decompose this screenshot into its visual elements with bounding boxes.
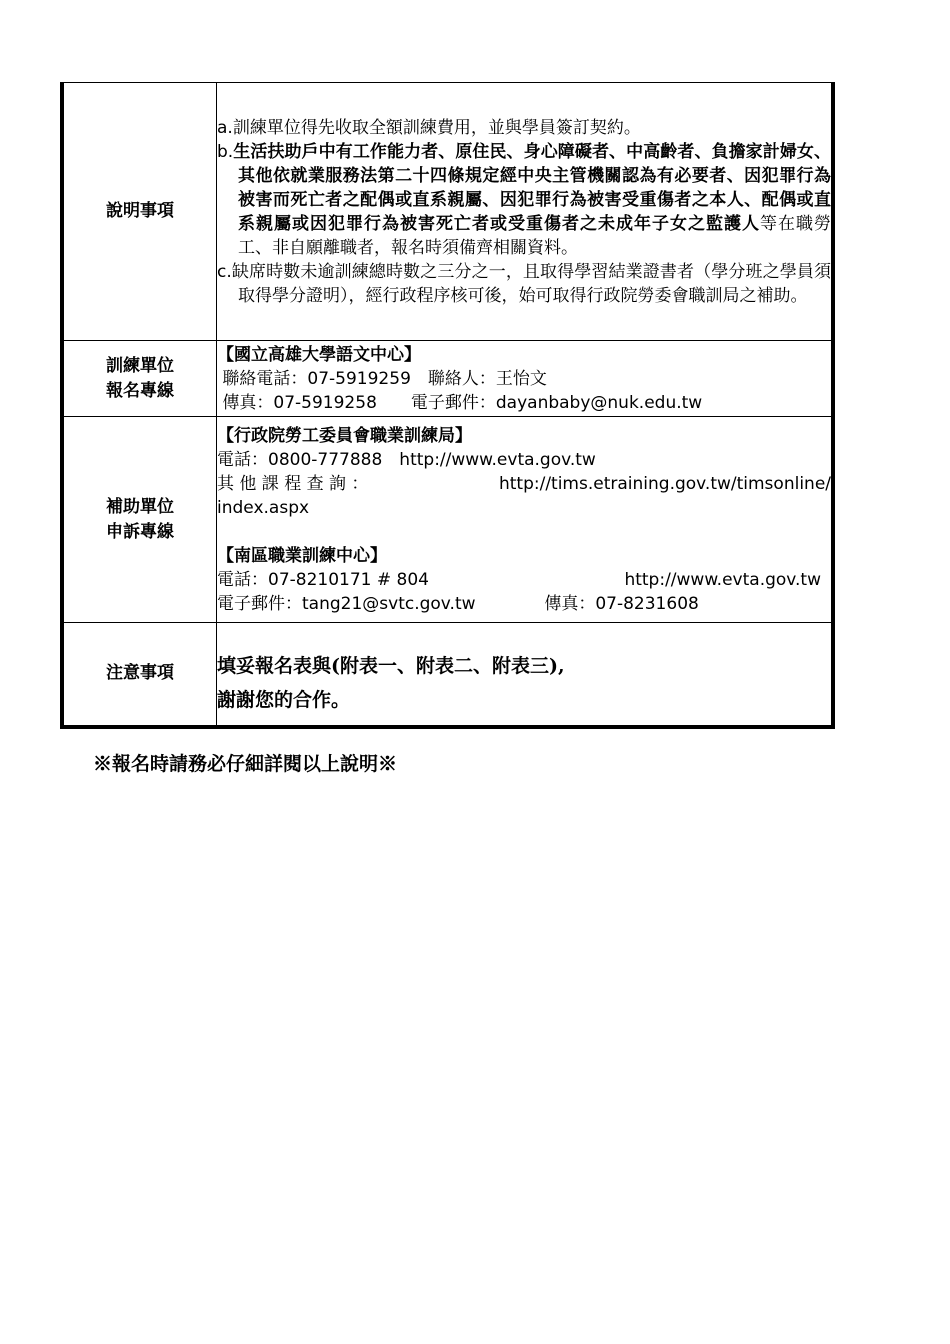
org2-fax: 傳真：07-8231608 <box>544 593 699 614</box>
notice-label: 注意事項 <box>62 623 217 727</box>
notice-text <box>217 631 831 717</box>
training-unit-label-line1: 訓練單位 <box>106 355 174 376</box>
org2-phone: 電話：07-8210171 # 804 <box>217 569 429 590</box>
subsidy-org1-title: 【行政院勞工委員會職業訓練局】 <box>217 425 472 446</box>
description-content <box>217 83 834 341</box>
subsidy-org2-email-row <box>217 592 831 616</box>
training-unit-phone: 聯絡電話：07-5919259 聯絡人：王怡文 <box>217 368 547 389</box>
description-row <box>62 83 833 341</box>
item-b-prefix: b. <box>217 141 234 162</box>
item-b-bold-text: 生活扶助戶中有工作能力者、原住民、身心障礙者、中高齡者、負擔家計婦女、其他依就業服務法第二十四條規定經中央主管機關認為有必要者、因犯罪行為被害而死亡者之配偶或直系親屬、因犯罪行為被害受重傷者之本人、配偶或直系親屬或因犯罪行為被害死亡者或受重傷者之未成年子女之監護人 <box>233 141 831 234</box>
info-table <box>60 82 835 729</box>
subsidy-unit-label-line2: 申訴專線 <box>106 521 174 542</box>
training-unit-label-line2: 報名專線 <box>106 380 174 401</box>
subsidy-org2-title: 【南區職業訓練中心】 <box>217 545 387 566</box>
training-unit-fax-email: 傳真：07-5919258 電子郵件：dayanbaby@nuk.edu.tw <box>217 392 703 413</box>
org2-url[interactable]: http://www.evta.gov.tw <box>624 569 821 590</box>
spacer <box>217 520 831 544</box>
training-unit-content <box>217 341 834 417</box>
query-url-continued[interactable]: index.aspx <box>217 497 310 518</box>
subsidy-unit-label <box>62 417 217 623</box>
footnote: ※報名時請務必仔細詳閱以上說明※ <box>93 753 398 775</box>
subsidy-unit-content <box>217 417 834 623</box>
subsidy-org1-phone: 電話：0800-777888 http://www.evta.gov.tw <box>217 449 596 470</box>
subsidy-org2-phone-row <box>217 568 831 592</box>
org2-email: 電子郵件：tang21@svtc.gov.tw <box>217 593 476 614</box>
subsidy-unit-row <box>62 417 833 623</box>
description-item-a: a.訓練單位得先收取全額訓練費用，並與學員簽訂契約。 <box>217 117 641 138</box>
notice-line2: 謝謝您的合作。 <box>217 688 351 711</box>
subsidy-org1-query <box>217 472 831 496</box>
subsidy-unit-label-line1: 補助單位 <box>106 496 174 517</box>
training-unit-org: 【國立高雄大學語文中心】 <box>217 344 421 365</box>
query-url[interactable]: http://tims.etraining.gov.tw/timsonline/ <box>498 473 831 494</box>
training-unit-label <box>62 341 217 417</box>
notice-row <box>62 623 833 727</box>
item-b-rest-text: 等在職勞工、非自願離職者，報名時須備齊相關資料。 <box>238 213 831 258</box>
query-label: 其 他 課 程 查 詢 ： <box>217 473 369 494</box>
training-unit-row <box>62 341 833 417</box>
description-item-b <box>217 140 831 260</box>
description-label: 說明事項 <box>62 83 217 341</box>
notice-content <box>217 623 834 727</box>
description-item-c: c.缺席時數未逾訓練總時數之三分之一，且取得學習結業證書者（學分班之學員須取得學分證明），經行政程序核可後，始可取得行政院勞委會職訓局之補助。 <box>217 261 831 306</box>
notice-line1: 填妥報名表與(附表一、附表二、附表三), <box>217 654 565 677</box>
